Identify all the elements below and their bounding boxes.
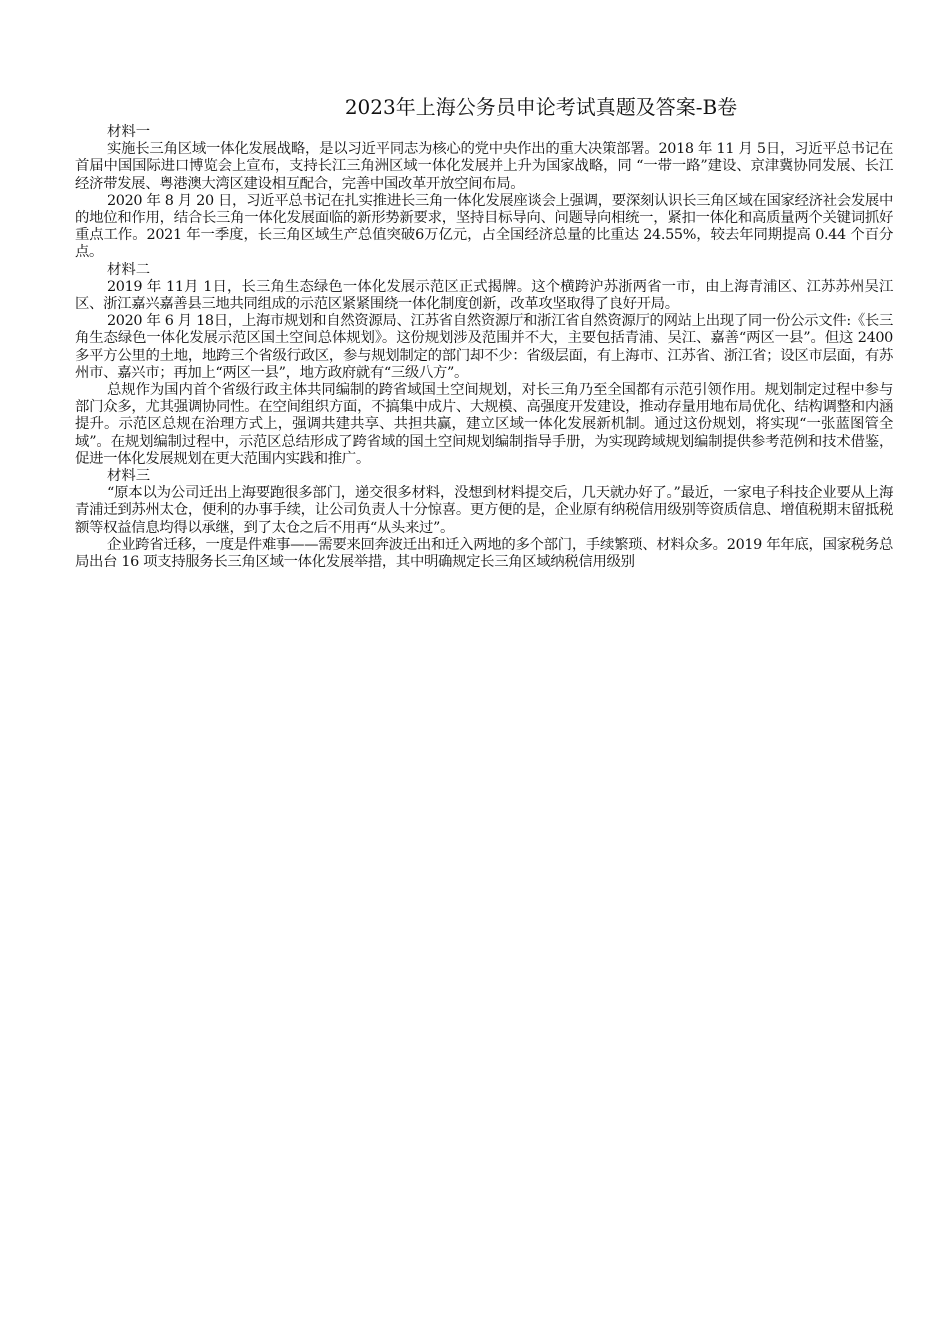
paragraph: 实施长三角区域一体化发展战略，是以习近平同志为核心的党中央作出的重大决策部署。2018 年 11 月 5日，习近平总书记在首届中国国际进口博览会上宣布，支持长江三角洲区域一体化发展并上升为国家战略，同 “一带一路”建设、京津冀协同发展、长江经济带发展、粤港澳大湾区建设相互配合，完善中国改革开放空间布局。 (75, 141, 893, 192)
paragraph: 总规作为国内首个省级行政主体共同编制的跨省域国土空间规划，对长三角乃至全国都有示范引领作用。规划制定过程中参与部门众多，尤其强调协同性。在空间组织方面，不搞集中成片、大规模、高强度开发建设，推动存量用地布局优化、结构调整和内涵提升。示范区总规在治理方式上，强调共建共享、共担共赢，建立区域一体化发展新机制。通过这份规划，将实现“一张蓝图管全域”。在规划编制过程中，示范区总结形成了跨省域的国土空间规划编制指导手册，为实现跨域规划编制提供参考范例和技术借鉴，促进一体化发展规划在更大范围内实践和推广。 (75, 382, 893, 467)
document-body (75, 124, 893, 571)
paragraph: 2020 年 8 月 20 日，习近平总书记在扎实推进长三角一体化发展座谈会上强调，要深刻认识长三角区域在国家经济社会发展中的地位和作用，结合长三角一体化发展面临的新形势新要求，坚持目标导向、问题导向相统一，紧扣一体化和高质量两个关键词抓好重点工作。2021 年一季度，长三角区域生产总值突破6万亿元，占全国经济总量的比重达 24.55%，较去年同期提高 0.44 个百分点。 (75, 192, 893, 261)
paragraph: 2020 年 6 月 18日，上海市规划和自然资源局、江苏省自然资源厅和浙江省自然资源厅的网站上出现了同一份公示文件:《长三角生态绿色一体化发展示范区国土空间总体规划》。这份规划涉及范围并不大，主要包括青浦、吴江、嘉善“两区一县”。但这 2400 多平方公里的土地，地跨三个省级行政区，参与规划制定的部门却不少：省级层面，有上海市、江苏省、浙江省；设区市层面，有苏州市、嘉兴市；再加上“两区一县”，地方政府就有“三级八方”。 (75, 313, 893, 381)
section-heading-1: 材料一 (107, 124, 151, 140)
paragraph: 2019 年 11月 1日，长三角生态绿色一体化发展示范区正式揭牌。这个横跨沪苏浙两省一市，由上海青浦区、江苏苏州吴江区、浙江嘉兴嘉善县三地共同组成的示范区紧紧围绕一体化制度创新，改革攻坚取得了良好开局。 (75, 278, 893, 313)
section-heading-2: 材料二 (107, 261, 151, 278)
paragraph: “原本以为公司迁出上海要跑很多部门，递交很多材料，没想到材料提交后，几天就办好了。”最近，一家电子科技企业要从上海青浦迁到苏州太仓，便利的办事手续，让公司负责人十分惊喜。更方便的是，企业原有纳税信用级别等资质信息、增值税期末留抵税额等权益信息均得以承继，到了太仓之后不用再“从头来过”。 (75, 485, 893, 536)
section-heading-3: 材料三 (107, 468, 151, 485)
paragraph: 企业跨省迁移，一度是件难事——需要来回奔波迁出和迁入两地的多个部门，手续繁琐、材料众多。2019 年年底，国家税务总局出台 16 项支持服务长三角区域一体化发展举措，其中明确规定长三角区域纳税信用级别 (75, 536, 893, 571)
document-title: 2023年上海公务员申论考试真题及答案-B卷 (344, 95, 738, 119)
